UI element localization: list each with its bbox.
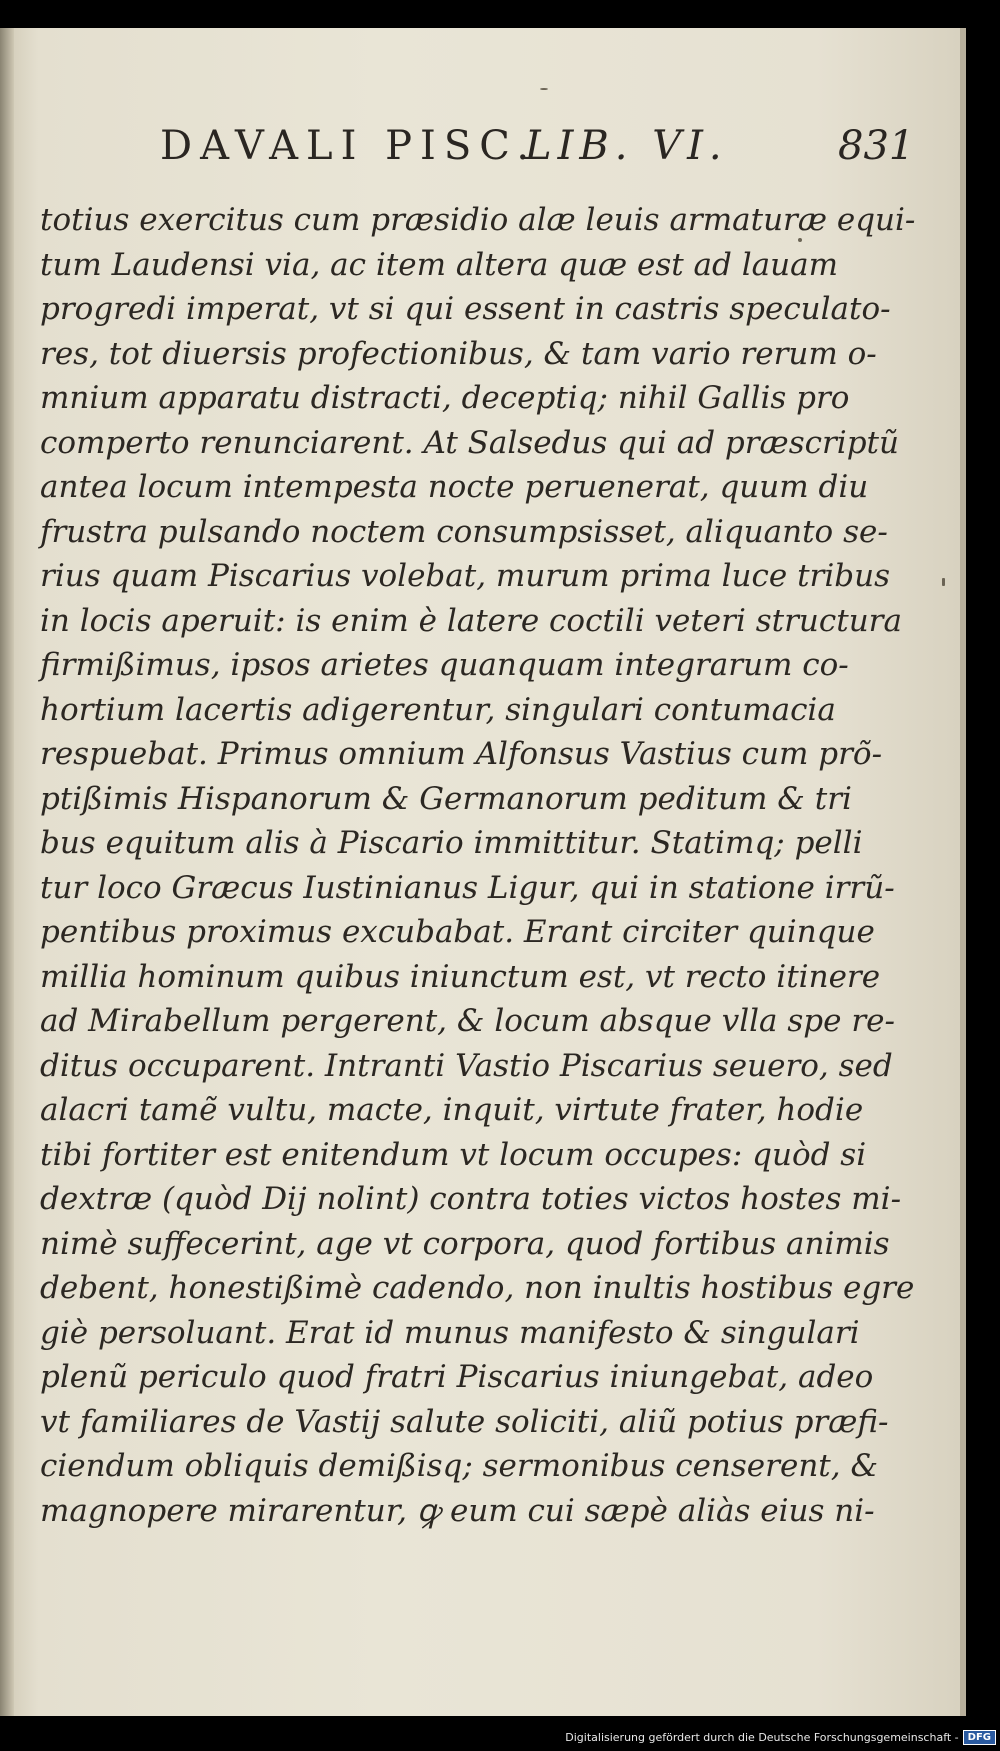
text-line: respuebat. Primus omnium Alfonsus Vastius cum prõ-: [40, 736, 883, 772]
text-line: vt familiares de Vastij salute soliciti, aliũ potius præfi-: [40, 1403, 889, 1440]
running-header: [0, 123, 966, 183]
text-line: debent, honestißimè cadendo, non inultis hostibus egre: [40, 1270, 915, 1306]
text-line: totius exercitus cum præsidio alæ leuis armaturæ equi-: [40, 202, 916, 238]
page-number: 831: [838, 123, 915, 169]
text-line: comperto renunciarent. At Salsedus qui ad præscriptũ: [40, 424, 899, 461]
text-line: magnopere mirarentur, ꝙ eum cui sæpè aliàs eius ni-: [40, 1492, 875, 1529]
text-line: firmißimus, ipsos arietes quanquam integrarum co-: [40, 647, 849, 683]
paper-speck: [798, 238, 802, 242]
text-line: ditus occuparent. Intranti Vastio Piscarius seuero, sed: [40, 1047, 893, 1084]
text-line: hortium lacertis adigerentur, singulari contumacia: [40, 691, 836, 728]
header-book: LIB. VI.: [525, 123, 728, 169]
paper-speck: [540, 88, 548, 90]
text-line: tur loco Græcus Iustinianus Ligur, qui in statione irrũ-: [40, 869, 895, 906]
text-line: frustra pulsando noctem consumpsisset, aliquanto se-: [40, 513, 888, 550]
text-line: dextræ (quòd Dij nolint) contra toties victos hostes mi-: [40, 1181, 902, 1217]
text-line: ptißimis Hispanorum & Germanorum peditum & tri: [40, 780, 852, 817]
dfg-logo-icon: DFG: [963, 1730, 996, 1745]
credit-text: Digitalisierung gefördert durch die Deutsche Forschungsgemeinschaft -: [565, 1730, 959, 1744]
text-line: alacri tamẽ vultu, macte, inquit, virtute frater, hodie: [40, 1092, 864, 1128]
text-line: ad Mirabellum pergerent, & locum absque vlla spe re-: [40, 1003, 895, 1039]
text-line: millia hominum quibus iniunctum est, vt recto itinere: [40, 958, 881, 995]
text-line: giè persoluant. Erat id munus manifesto & singulari: [40, 1314, 860, 1351]
text-line: plenũ periculo quod fratri Piscarius iniungebat, adeo: [40, 1359, 874, 1395]
paper-speck: [942, 578, 945, 586]
text-line: bus equitum alis à Piscario immittitur. Statimq; pelli: [40, 825, 863, 861]
text-line: mnium apparatu distracti, deceptiq; nihil Gallis pro: [40, 380, 850, 416]
text-line: ciendum obliquis demißisq; sermonibus censerent, &: [40, 1448, 879, 1484]
text-line: pentibus proximus excubabat. Erant circiter quinque: [40, 914, 875, 950]
text-line: antea locum intempesta nocte peruenerat, quum diu: [40, 469, 869, 505]
text-line: progredi imperat, vt si qui essent in castris speculato-: [40, 291, 891, 327]
text-line: rius quam Piscarius volebat, murum prima luce tribus: [40, 558, 890, 594]
text-line: in locis aperuit: is enim è latere coctili veteri structura: [40, 602, 902, 639]
book-page: [0, 28, 966, 1716]
page-spine-shadow: [0, 28, 14, 1716]
digitization-credit: [565, 1725, 996, 1749]
text-line: nimè suffecerint, age vt corpora, quod fortibus animis: [40, 1225, 890, 1262]
header-title: DAVALI PISC.: [160, 123, 538, 169]
text-line: tibi fortiter est enitendum vt locum occupes: quòd si: [40, 1136, 867, 1173]
text-line: tum Laudensi via, ac item altera quæ est ad lauam: [40, 246, 838, 283]
body-text: [40, 198, 916, 1533]
text-line: res, tot diuersis profectionibus, & tam vario rerum o-: [40, 335, 877, 372]
